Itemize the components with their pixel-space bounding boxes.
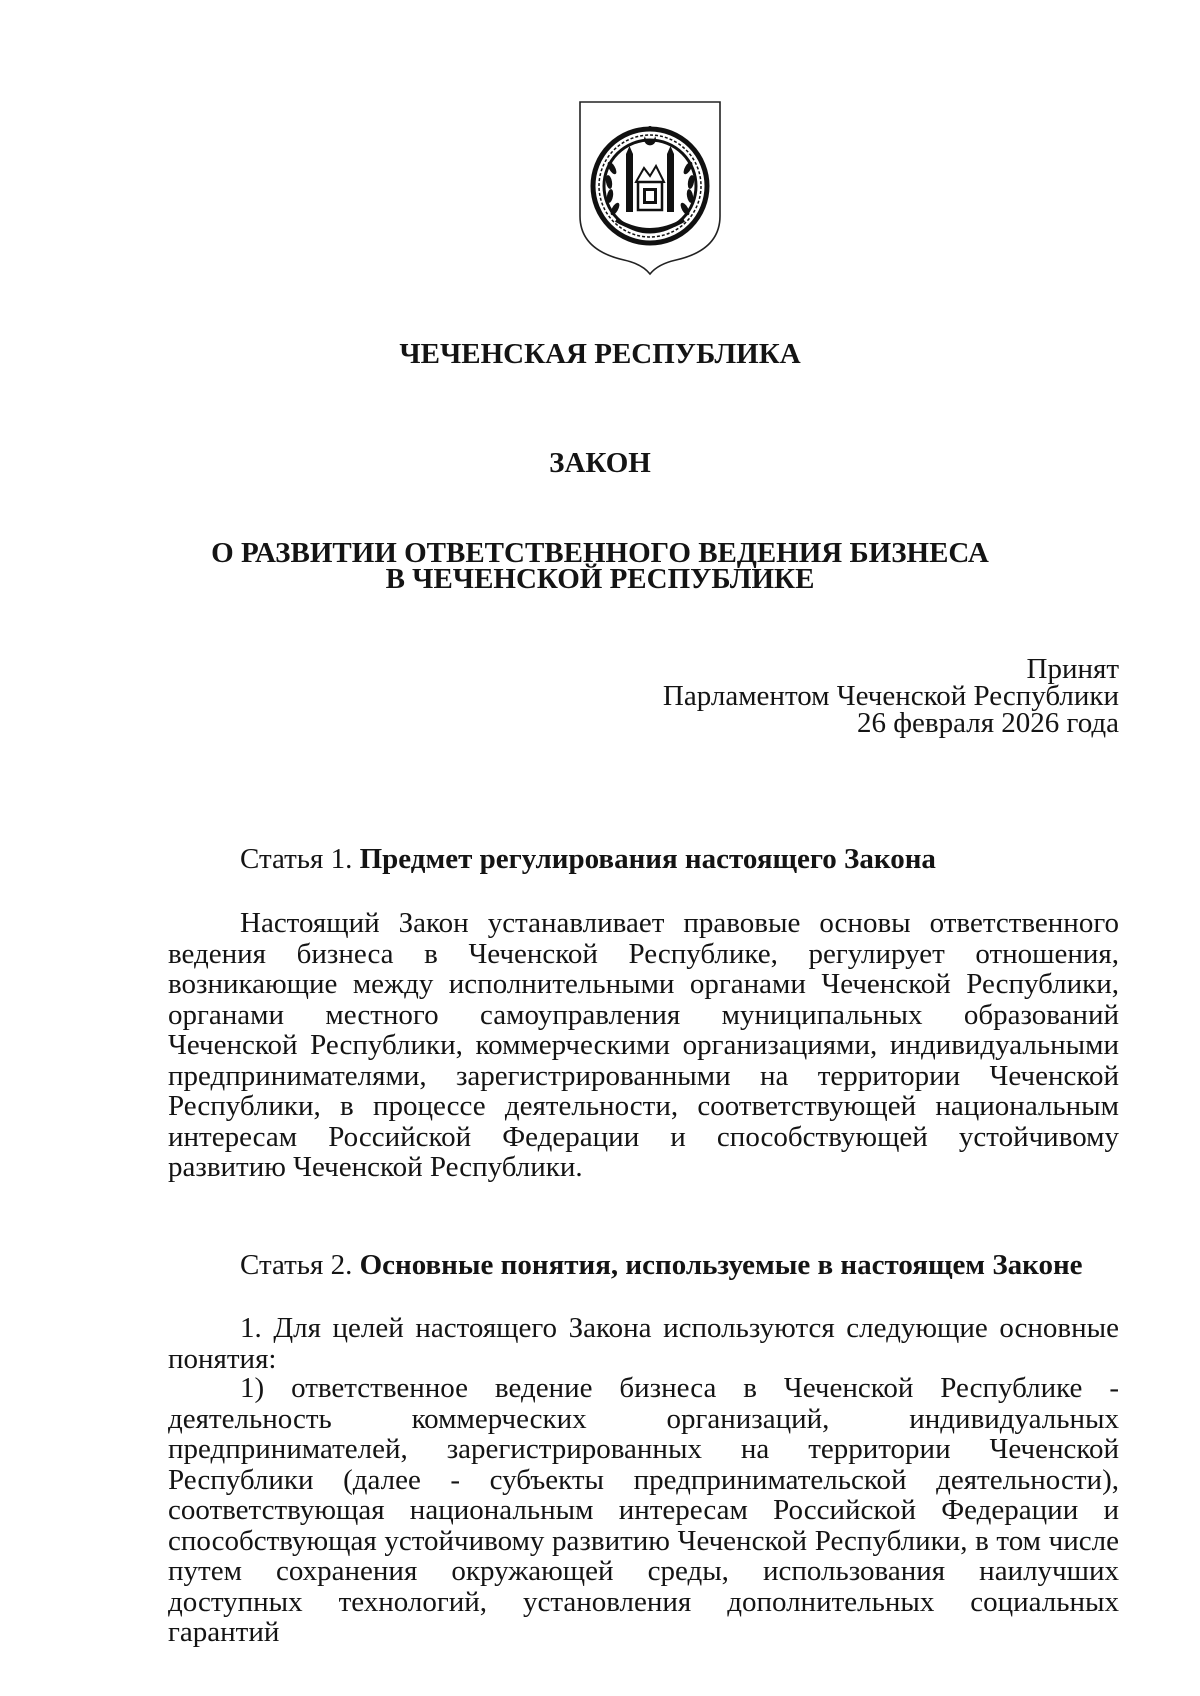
adoption-date: 26 февраля 2026 года (856, 707, 1119, 739)
article-2-paragraph-1: 1. Для целей настоящего Закона используются следующие основные понятия: (168, 1312, 1119, 1375)
article-2-part-1 (168, 1313, 1119, 1374)
article-2-paragraph-2: 1) ответственное ведение бизнеса в Чеченской Республике - деятельность коммерческих организаций, индивидуальных предпринимателей, зарегистрированных на территории Чеченской Республики (далее - субъекты предпринимательской деятельности), соответствующая национальным интересам Российской Федерации и способствующая устойчивому развитию Чеченской Республики, в том числе путем сохранения окружающей среды, использования наилучших доступных технологий, установления дополнительных социальных гарантий (168, 1372, 1119, 1648)
document-type: ЗАКОН (549, 447, 651, 479)
adoption-line-1: Принят (1026, 653, 1119, 685)
republic-name: ЧЕЧЕНСКАЯ РЕСПУБЛИКА (399, 338, 801, 370)
article-1-body (168, 908, 1119, 1183)
article-1-label: Статья 1. (240, 843, 353, 875)
adoption-line-2: Парламентом Чеченской Республики (662, 680, 1119, 712)
adoption-block (662, 653, 1119, 739)
article-1-title: Предмет регулирования настоящего Закона (359, 843, 936, 875)
article-2-title: Основные понятия, используемые в настоящем Законе (359, 1249, 1083, 1281)
law-title-line-1: О РАЗВИТИИ ОТВЕТСТВЕННОГО ВЕДЕНИЯ БИЗНЕСА (211, 537, 989, 569)
article-1-paragraph: Настоящий Закон устанавливает правовые основы ответственного ведения бизнеса в Чеченской Республике, регулирует отношения, возникающие между исполнительными органами Чеченской Республики, органами местного самоуправления муниципальных образований Чеченской Республики, коммерческими организациями, индивидуальными предпринимателями, зарегистрированными на территории Чеченской Республики, в процессе деятельности, соответствующей национальным интересам Российской Федерации и способствующей устойчивому развитию Чеченской Республики. (168, 907, 1119, 1183)
law-title-line-2: В ЧЕЧЕНСКОЙ РЕСПУБЛИКЕ (385, 563, 815, 595)
coat-of-arms-icon (576, 98, 724, 276)
article-2-item-1 (168, 1373, 1119, 1648)
article-1-heading (240, 844, 936, 874)
article-2-label: Статья 2. (240, 1249, 353, 1281)
article-2-heading (240, 1250, 1083, 1280)
